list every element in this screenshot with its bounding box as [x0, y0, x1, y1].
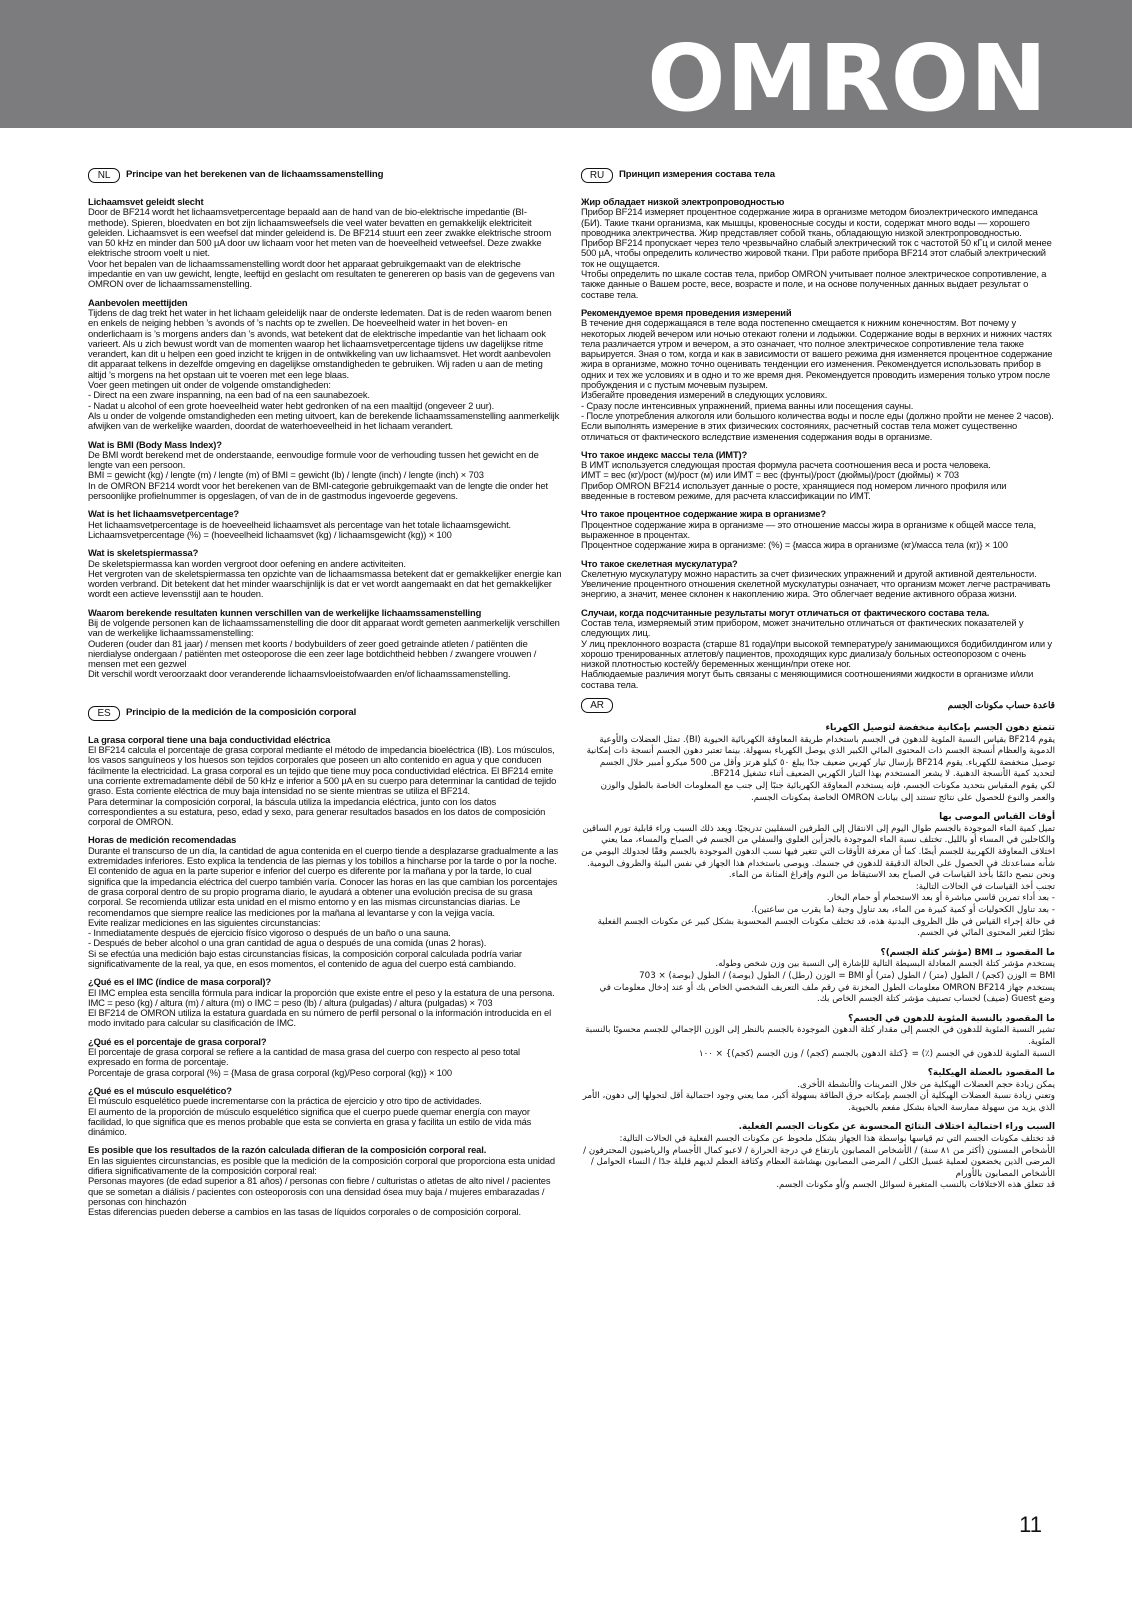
ar-section — [581, 812, 1055, 940]
es-section — [88, 735, 562, 828]
section-text: قد تختلف مكونات الجسم التي تم قياسها بواسطة هذا الجهاز بشكل ملحوظ عن مكونات الجسم الفعلية في الحالات التالية: الأشخاص المسنون (أكثر من ٨١ سنة) / الأشخاص المصابون بارتفاع في درجة الحرارة / لاعبو كمال الأجسام والرياضيون المحترفون / المرضى الذين يخضعون لعملية غسيل الكلى / المرضى المصابون بهشاشة العظام وكثافة العظم لديهم قليلة جدًا / النساء الحوامل / الأشخاص المصابون بالأورام قد تتعلق هذه الاختلافات بالنسب المتغيرة لسوائل الجسم و/أو مكونات الجسم. — [583, 1134, 1055, 1191]
section-text: El porcentaje de grasa corporal se refiere a la cantidad de masa grasa del cuerpo con respecto al peso total expresado en forma de porcentaje. Porcentaje de grasa corporal (%) = {Masa de grasa corporal (kg)/Peso corporal (kg)} × 100 — [88, 1046, 520, 1078]
ru-section — [581, 608, 1055, 690]
page-number: 11 — [1019, 1512, 1042, 1537]
ru-section — [581, 509, 1055, 550]
nl-section — [88, 509, 562, 540]
ru-title: Принцип измерения состава тела — [619, 169, 775, 181]
section-text: Процентное содержание жира в организме — это отношение массы жира в организме к общей массе тела, выраженное в процентах. Процентное содержание жира в организме: (%) = {масса жира в организме (кг)/масса тела (кг)} × 100 — [581, 518, 1036, 551]
section-text: В течение дня содержащаяся в теле вода постепенно смещается к нижним конечностям. Вот почему у некоторых людей вечером или ночью отекают голени и лодыжки. Содержание воды в верхних и нижних частях тела различается утром и вечером, а это означает, что полное электрическое сопротивление тела также варьируется. Зная о том, когда и как в зависимости от вашего режима дня изменяется процентное содержание жира в организме, можно точно оценивать тенденции его изменения. Рекомендуется использовать прибор в одних и тех же условиях и в одно и то же время дня. Рекомендуется проводить измерения только утром после пробуждения и с пустым мочевым пузырем. Избегайте проведения измерений в следующих условиях. - Сразу после интенсивных упражнений, приема ванны или посещения сауны. - После употребления алкоголя или большого количества воды и после еды (должно пройти не менее 2 часов). Если выполнять измерение в этих физических состояниях, расчетный состав тела может существенно отличаться от фактического вследствие изменения содержания воды в организме. — [581, 317, 1054, 442]
section-text: El IMC emplea esta sencilla fórmula para indicar la proporción que existe entre el peso y la estatura de una persona. IMC = peso (kg) / altura (m) / altura (m) o IMC = peso (lb) / altura (pulgadas) / altura (pulgadas) × 703 El BF214 de OMRON utiliza la estatura guardada en su número de perfil personal o la información introducida en el modo invitado para calcular su clasificación de IMC. — [88, 986, 555, 1029]
es-section — [88, 1086, 562, 1137]
section-text: De BMI wordt berekend met de onderstaande, eenvoudige formule voor de verhouding tussen het gewicht en de lengte van een persoon. BMI = gewicht (kg) / lengte (m) / lengte (m) of BMI = gewicht (lb) / lengte (inch) / lengte (inch) × 703 In de OMRON BF214 wordt voor het berekenen van de BMI-categorie gebruikgemaakt van de lengte die onder het persoonlijke profielnummer is opgeslagen, of van de in de gastmodus ingevoerde gegevens. — [88, 448, 548, 502]
section-heading: Что такое индекс массы тела (ИМТ)? — [581, 448, 748, 460]
ar-section — [581, 1068, 1055, 1114]
es-language-badge: ES — [88, 706, 120, 721]
section-heading: Случаи, когда подсчитанные результаты могут отличаться от фактического состава тела. — [581, 606, 990, 618]
section-heading: Horas de medición recomendadas — [88, 834, 237, 846]
ar-section — [581, 723, 1055, 804]
section-text: تشير النسبة المئوية للدهون في الجسم إلى مقدار كتلة الدهون الموجودة بالجسم بالنظر إلى الوزن الإجمالي للجسم محسوبًا بالنسبة المئوية. النسبة المئوية للدهون في الجسم (٪) = {كتلة الدهون بالجسم (كجم) / وزن الجسم (كجم)} × ١٠٠ — [585, 1025, 1055, 1059]
section-heading: Waarom berekende resultaten kunnen verschillen van de werkelijke lichaamssamenstelling — [88, 606, 482, 618]
es-section — [88, 1037, 562, 1078]
section-heading: Рекомендуемое время проведения измерений — [581, 306, 792, 318]
section-heading: Wat is skeletspiermassa? — [88, 547, 199, 559]
section-text: Состав тела, измеряемый этим прибором, может значительно отличаться от фактических показателей у следующих лиц. У лиц преклонного возраста (старше 81 года)/при высокой температуре/у занимающихся бодибилдингом или у хорошо тренированных атлетов/у пациентов, проходящих курс диализа/у больных остеопорозом с очень низкой плотностью костей/у беременных женщин/при отеке ног. Наблюдаемые различия могут быть связаны с меняющимися соотношениями жидкости в организме и/или состава тела. — [581, 616, 1052, 690]
omron-logo: OMRON — [647, 25, 1048, 132]
section-text: يقوم BF214 بقياس النسبة المئوية للدهون في الجسم باستخدام طريقة المعاوقة الكهربائية الحيوية (BI). تمثل العضلات والأوعية الدموية والعظام أنسجة الجسم ذات المحتوى المائي الكبير الذي يوصل الكهرباء بسهولة. بينما تعتبر دهون الجسم أنسجة ذات إمكانية توصيل منخفضة للكهرباء. يقوم BF214 بإرسال تيار كهربي ضعيف جدًا يبلغ ٥٠ كيلو هرتز وأقل من 500 ميكرو أمبير خلال الجسم لتحديد كمية الأنسجة الدهنية. لا يشعر المستخدم بهذا التيار الكهربي الضعيف أثناء تشغيل BF214. لكي يقوم المقياس بتحديد مكونات الجسم، فإنه يستخدم المعاوقة الكهربائية جنبًا إلى جنب مع المعلومات الخاصة بالطول والوزن والعمر والنوع للحصول على نتائج تستند إلى بيانات OMRON الخاصة بمكونات الجسم. — [586, 734, 1055, 803]
section-text: يستخدم مؤشر كتلة الجسم المعادلة البسيطة التالية للإشارة إلى النسبة بين وزن شخص وطوله. BMI = الوزن (كجم) / الطول (متر) / الطول (متر) أو BMI = الوزن (رطل) / الطول (بوصة) / الطول (بوصة) × 703 يستخدم جهاز OMRON BF214 معلومات الطول المخزنة في رقم ملف التعريف الشخصي الخاص بك أو عند إدخال معلومات في وضع Guest (ضيف) لحساب تصنيف مؤشر كتلة الجسم الخاص بك. — [599, 959, 1055, 1005]
nl-section — [88, 197, 562, 290]
es-header — [88, 706, 562, 721]
es-section — [88, 977, 562, 1028]
section-heading: Lichaamsvet geleidt slecht — [88, 196, 204, 207]
section-heading: ¿Qué es el músculo esquelético? — [88, 1084, 232, 1096]
ar-sections — [581, 723, 1055, 1192]
ru-header — [581, 168, 1055, 183]
section-text: يمكن زيادة حجم العضلات الهيكلية من خلال التمرينات والأنشطة الأخرى. وتعني زيادة نسبة العضلات الهيكلية أن الجسم بإمكانه حرق الطاقة بسهولة أكبر، مما يعني وجود احتمالية أقل لتحولها إلى دهون، الأمر الذي يزيد من سهولة ممارسة الحياة بشكل مفعم بالحيوية. — [582, 1079, 1055, 1113]
ru-section — [581, 559, 1055, 600]
section-heading: ما المقصود بـ BMI (مؤشر كتلة الجسم)؟ — [880, 947, 1055, 958]
ru-language-badge: RU — [581, 168, 613, 183]
ar-title: قاعدة حساب مكونات الجسم — [947, 700, 1055, 711]
section-text: تميل كمية الماء الموجودة بالجسم طوال اليوم إلى الانتقال إلى الطرفين السفليين تدريجيًا. ويعد ذلك السبب وراء قابلية تورم الساقين والكاحلين في المساء أو بالليل. تختلف نسبة الماء الموجودة بالجزأين العلوي والسفلي من الجسم في الصباح والمساء، مما يعني اختلاف المعاوقة الكهربية للجسم أيضًا. كما أن معرفة الأوقات التي تتغير فيها نسب الدهون الموجودة بالجسم وفقًا لجدولك اليومي من شأنه مساعدتك في الحصول على الحالة الدقيقة للدهون في جسمك. ويوصى باستخدام هذا الجهاز في نفس البيئة والظروف اليومية. ونحن ننصح دائمًا بأخذ القياسات في الصباح بعد الاستيقاظ من النوم وإفراغ المثانة من الماء. تجنب أخذ القياسات في الحالات التالية: - بعد أداء تمرين قاسي مباشرة أو بعد الاستحمام أو حمام البخار. - بعد تناول الكحوليات أو كمية كبيرة من الماء، بعد تناول وجبة (ما يقرب من ساعتين). في حالة إجراء القياس في ظل الظروف البدنية هذه، قد تختلف مكونات الجسم المحسوبة بشكل كبير عن مكونات الجسم الفعلية نظرًا لتغير المحتوى المائي في الجسم. — [581, 823, 1055, 939]
right-column — [581, 168, 1055, 1200]
section-heading: ما المقصود بالعضلة الهيكلية؟ — [927, 1068, 1055, 1079]
section-heading: Что такое процентное содержание жира в организме? — [581, 508, 826, 520]
es-title: Principio de la medición de la composición corporal — [126, 707, 357, 719]
es-section — [88, 1145, 562, 1217]
section-text: Tijdens de dag trekt het water in het lichaam geleidelijk naar de onderste ledematen. Dat is de reden waarom benen en enkels de neiging hebben ’s avonds of ’s nachts op te zwellen. De hoeveelheid water in het boven- en onderlichaam is ’s morgens anders dan ’s avonds, wat betekent dat de elektrische impedantie van het lichaam ook varieert. Als u zich bewust wordt van de momenten waarop het lichaamsvetpercentage tijdens uw dagelijkse ritme verandert, kan dit u helpen een goed inzicht te krijgen in de ontwikkeling van uw lichaamsvet. Het wordt aanbevolen dit apparaat telkens in dezelfde omgeving en dagelijkse omstandigheden te gebruiken. Wij raden u aan de meting altijd ’s morgens na het opstaan uit te voeren met een lege blaas. Voer geen metingen uit onder de volgende omstandigheden: - Direct na een zware inspanning, na een bad of na een saunabezoek. - Nadat u alcohol of een grote hoeveelheid water hebt gedronken of na een maaltijd (ongeveer 2 uur). Als u onder de volgende omstandigheden een meting uitvoert, kan de berekende lichaamssamenstelling aanmerkelijk afwijken van de werkelijke waarden, doordat de waterhoeveelheid in het lichaam verandert. — [88, 306, 560, 432]
nl-title: Principe van het berekenen van de lichaamssamenstelling — [126, 169, 384, 181]
section-heading: Жир обладает низкой электропроводностью — [581, 196, 785, 207]
nl-section — [88, 608, 562, 680]
section-heading: Wat is BMI (Body Mass Index)? — [88, 438, 222, 450]
es-sections — [88, 735, 562, 1218]
section-heading: Что такое скелетная мускулатура? — [581, 557, 738, 569]
nl-section — [88, 440, 562, 502]
ar-header — [581, 698, 1055, 713]
section-text: Durante el transcurso de un día, la cantidad de agua contenida en el cuerpo tiende a desplazarse gradualmente a las extremidades inferiores. Esto explica la tendencia de las piernas y los tobillos a hincharse por la tarde o por la noche. El contenido de agua en la parte superior e inferior del cuerpo es diferente por la mañana y por la tarde, lo cual significa que la impedancia eléctrica del cuerpo también varía. Conocer las horas en las que cambian los porcentajes de grasa corporal dentro de su propio programa diario, le ayudará a obtener una evolución precisa de su grasa corporal. Se recomienda utilizar esta unidad en el mismo entorno y en las mismas circunstancias diarias. Le recomendamos que siempre realice las mediciones por la mañana al levantarse y con la vejiga vacía. Evite realizar mediciones en las siguientes circunstancias: - Inmediatamente después de ejercicio físico vigoroso o después de un baño o una sauna. - Después de beber alcohol o una gran cantidad de agua o después de una comida (unas 2 horas). Si se efectúa una medición bajo estas circunstancias físicas, la composición corporal calculada podría variar significativamente de la real, ya que, en esos momentos, el contenido de agua del cuerpo está cambiando. — [88, 844, 559, 969]
section-text: El BF214 calcula el porcentaje de grasa corporal mediante el método de impedancia bioeléctrica (IB). Los músculos, los vasos sanguíneos y los huesos son tejidos corporales que poseen un alto contenido en agua y que conducen fácilmente la electricidad. La grasa corporal es un tejido que tiene muy poca conductividad eléctrica. El BF214 emite una corriente extremadamente débil de 50 kHz e inferior a 500 µA en su cuerpo para determinar la cantidad de tejido graso. Esta corriente eléctrica de muy baja intensidad no se siente mientras se utiliza el BF214. Para determinar la composición corporal, la báscula utiliza la impedancia eléctrica, junto con los datos correspondientes a su estatura, peso, edad y sexo, para generar resultados basados en los datos de composición corporal de OMRON. — [88, 744, 557, 828]
nl-language-badge: NL — [88, 168, 120, 183]
section-text: Прибор BF214 измеряет процентное содержание жира в организме методом биоэлектрического импеданса (БИ). Такие ткани организма, как мышцы, кровеносные сосуды и кости, содержат много воды — хорошего проводника электричества. Жир представляет собой ткань, обладающую низкой электропроводностью. Прибор BF214 пропускает через тело чрезвычайно слабый электрический ток с частотой 50 кГц и силой менее 500 µА, чтобы определить количество жировой ткани. При работе прибора BF214 этот слабый электрический ток не ощущается. Чтобы определить по шкале состав тела, прибор OMRON учитывает полное электрическое сопротивление, а также данные о Вашем росте, весе, возрасте и поле, и на основе полученных данных выдает результат о составе тела. — [581, 206, 1052, 300]
section-text: De skeletspiermassa kan worden vergroot door oefening en andere activiteiten. Het vergroten van de skeletspiermassa ten opzichte van de lichaamsmassa betekent dat er gemakkelijker energie kan worden verbrand. Dit betekent dat het minder waarschijnlijk is dat er vet wordt aangemaakt en dat het gemakkelijker wordt een actieve levensstijl aan te houden. — [88, 557, 562, 600]
section-heading: ¿Qué es el porcentaje de grasa corporal? — [88, 1035, 267, 1047]
section-text: Door de BF214 wordt het lichaamsvetpercentage bepaald aan de hand van de bio-elektrische impedantie (BI-methode). Spieren, bloedvaten en bot zijn lichaamsweefsels die veel water bevatten en gemakkelijk elektriciteit geleiden. Lichaamsvet is een weefsel dat minder geleidend is. De BF214 stuurt een zeer zwakke elektrische stroom van 50 kHz en minder dan 500 µA door uw lichaam voor het meten van de hoeveelheid vetweefsel. Deze zwakke elektrische stroom voelt u niet. Voor het bepalen van de lichaamssamenstelling wordt door het apparaat gebruikgemaakt van de elektrische impedantie en van uw gewicht, lengte, leeftijd en geslacht om resultaten te genereren op basis van de gegevens van OMRON over de lichaamssamenstelling. — [88, 206, 555, 290]
ru-section — [581, 450, 1055, 501]
section-heading: Aanbevolen meettijden — [88, 296, 188, 308]
nl-section — [88, 548, 562, 599]
left-column — [88, 168, 562, 1226]
es-section — [88, 835, 562, 969]
nl-section — [88, 298, 562, 432]
section-heading: تتمتع دهون الجسم بإمكانية منخفضة لتوصيل الكهرباء — [825, 723, 1055, 734]
ru-section — [581, 308, 1055, 442]
ar-section — [581, 1014, 1055, 1060]
section-text: Bij de volgende personen kan de lichaamssamenstelling die door dit apparaat wordt gemeten aanmerkelijk verschillen van de werkelijke lichaamssamenstelling: Ouderen (ouder dan 81 jaar) / mensen met koorts / bodybuilders of zeer goed getrainde atleten / patiënten die nierdialyse ondergaan / patiënten met osteoporose die een zeer lage botdichtheid hebben / zwangere vrouwen / mensen met een gezwel Dit verschil wordt veroorzaakt door veranderende lichaamsvloeistofwaarden en/of lichaamssamenstelling. — [88, 616, 560, 680]
section-heading: ¿Qué es el IMC (índice de masa corporal)? — [88, 976, 271, 988]
section-heading: Wat is het lichaamsvetpercentage? — [88, 508, 240, 520]
section-heading: La grasa corporal tiene una baja conductividad eléctrica — [88, 733, 331, 745]
section-heading: Es posible que los resultados de la razón calculada difieran de la composición corporal real. — [88, 1144, 487, 1156]
section-text: Скелетную мускулатуру можно нарастить за счет физических упражнений и другой активной деятельности. Увеличение процентного отношения скелетной мускулатуры означает, что организм может легче растрачивать энергию, а значит, менее склонен к накоплению жира. Это облегчает ведение активного образа жизни. — [581, 567, 1051, 600]
section-heading: السبب وراء احتمالية اختلاف النتائج المحسوبة عن مكونات الجسم الفعلية. — [738, 1122, 1055, 1133]
section-heading: أوقات القياس الموصى بها — [939, 812, 1055, 823]
nl-sections — [88, 197, 562, 680]
ar-section — [581, 948, 1055, 1006]
ar-section — [581, 1122, 1055, 1192]
ru-section — [581, 197, 1055, 300]
section-text: En las siguientes circunstancias, es posible que la medición de la composición corporal que proporciona esta unidad difiera significativamente de la composición corporal real: Personas mayores (de edad superior a 81 años) / personas con fiebre / culturistas o atletas de alto nivel / pacientes que se sometan a diálisis / pacientes con osteoporosis con una densidad ósea muy baja / mujeres embarazadas / personas con hinchazón Estas diferencias pueden deberse a cambios en las tasas de líquidos corporales o de composición corporal. — [88, 1154, 555, 1218]
section-heading: ما المقصود بالنسبة المئوية للدهون في الجسم؟ — [848, 1013, 1055, 1024]
ar-language-badge: AR — [581, 698, 613, 713]
section-text: В ИМТ используется следующая простая формула расчета соотношения веса и роста человека. ИМТ = вес (кг)/рост (м)/рост (м) или ИМТ = вес (фунты)/рост (дюймы)/рост (дюймы) × 703 Прибор OMRON BF214 использует данные о росте, хранящиеся под номером личного профиля или введенные в гостевом режиме, для расчета классификации по ИМТ. — [581, 459, 1007, 502]
ru-sections — [581, 197, 1055, 690]
section-text: El músculo esquelético puede incrementarse con la práctica de ejercicio y otro tipo de actividades. El aumento de la proporción de músculo esquelético significa que el cuerpo puede quemar energía con mayor facilidad, lo que significa que es menos probable que esta se convierta en grasa y facilita un estilo de vida más dinámico. — [88, 1095, 532, 1138]
nl-header — [88, 168, 562, 183]
section-text: Het lichaamsvetpercentage is de hoeveelheid lichaamsvet als percentage van het totale lichaamsgewicht. Lichaamsvetpercentage (%) = (hoeveelheid lichaamsvet (kg) / lichaamsgewicht (kg)) × 100 — [88, 518, 511, 540]
header-band — [0, 0, 1132, 132]
